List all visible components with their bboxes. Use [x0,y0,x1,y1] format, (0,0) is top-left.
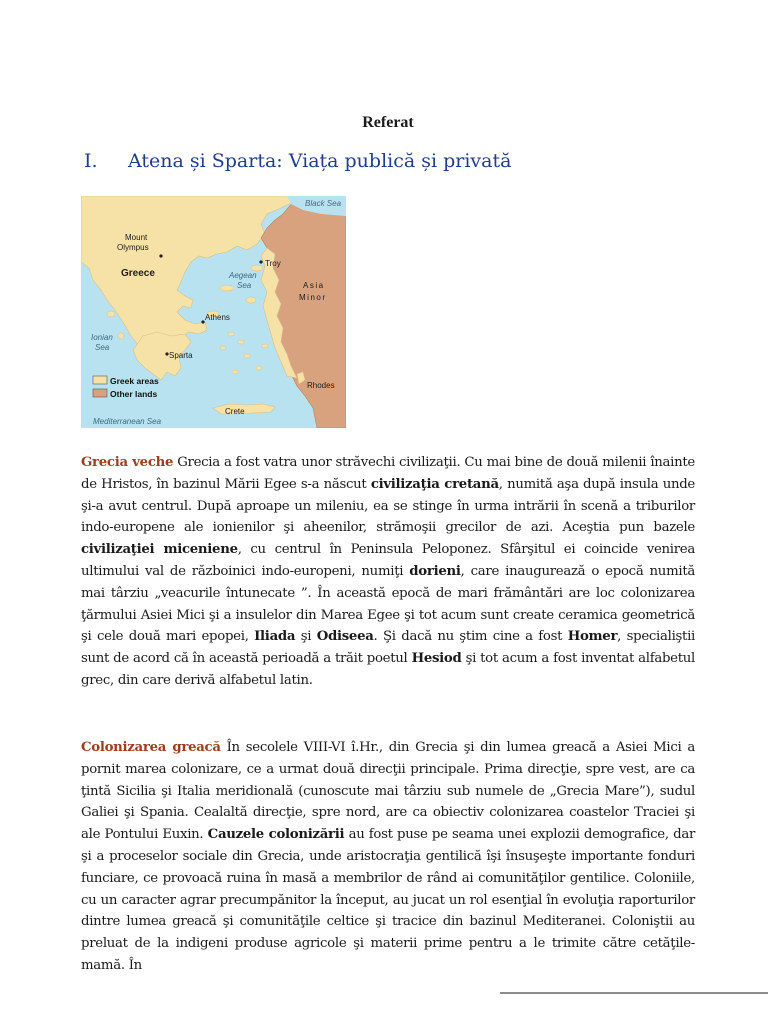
legend-label-greek: Greek areas [110,376,159,386]
section-number: I. [84,150,98,172]
paragraph-text: Grecia a fost vatra unor străvechi civilizaţii. Cu mai bine de două milenii înainte de Hristos, în bazinul Mării Egee s-a născut [81,455,695,492]
bold-term: Odiseea [316,629,374,645]
bold-term: civilizaţia cretană [370,476,499,492]
legend-swatch-greek [93,376,107,384]
map-label-aegean-2: Sea [237,281,252,290]
map-label-troy: Troy [265,259,281,268]
section-heading [84,150,511,172]
paragraph-text: În secolele VIII-VI î.Hr., din Grecia şi din lumea greacă a Asiei Mici a pornit marea colonizare, ce a urmat două direcţii principale. Prima direcţie, spre vest, are ca ţintă Sicilia şi Italia meridională (cunoscute mai târziu sub numele de „Grecia Mare”), sudul Galiei şi Spania. Cealaltă direcţie, spre nord, are ca obiectiv colonizarea coastelor Traciei şi ale Pontului Euxin. [81,740,695,843]
legend-swatch-other [93,389,107,397]
map-label-sparta: Sparta [169,351,193,360]
map-label-black-sea: Black Sea [305,199,342,208]
bold-term: Homer [567,629,618,645]
paragraph-text: şi tot acum a fost inventat alfabetul grec, din care derivă alfabetul latin. [81,651,695,688]
paragraph-lead-term: Grecia veche [81,455,174,470]
bold-term: civilizaţiei miceniene [81,542,238,558]
document-title: Referat [362,114,414,131]
paragraph-lead-term: Colonizarea greacă [81,740,221,755]
paragraph-colonizarea-greaca [81,737,695,977]
map-label-ionian-2: Sea [95,343,110,352]
legend-label-other: Other lands [110,389,158,399]
map-label-mount-1: Mount [125,233,148,242]
paragraph-grecia-veche [81,452,695,692]
paragraph-text: , specialiştii sunt de acord că în această perioadă a trăit poetul [81,629,695,667]
bold-term: dorieni [409,563,461,579]
paragraph-text: şi [295,629,317,645]
map-label-aegean-1: Aegean [229,271,257,280]
bold-term: Iliada [254,629,296,645]
map-label-mediterranean: Mediterranean Sea [93,417,162,426]
paragraph-text: , numită aşa după insula unde şi-a avut centrul. După aproape un mileniu, ea se stinge în urma intrării în scenă a triburilor indo-europene ale ionienilor şi aheenilor, strămoşii grecilor de azi. Aceştia pun bazele [81,476,695,536]
map-label-mount-2: Olympus [117,243,149,252]
bold-term: Hesiod [411,651,462,667]
map-label-asia-2: Minor [299,293,327,302]
map-label-rhodes: Rhodes [307,381,335,390]
paragraph-text: , care inaugurează o epocă numită mai târziu „veacurile întunecate ”. În această epocă de mari frământări are loc colonizarea ţărmului Asiei Mici şi a insulelor din Marea Egee şi tot acum sunt create ceramica geometrică şi cele două mari epopei, [81,563,695,645]
map-label-greece: Greece [121,268,155,279]
section-heading-text: Atena și Sparta: Viața publică și privată [128,150,512,172]
map-label-crete: Crete [225,407,245,416]
paragraph-text: . Şi dacă nu ştim cine a fost [373,629,568,645]
footnote-separator [500,992,768,994]
map-label-asia-1: Asia [303,281,325,290]
map-greece [81,196,346,428]
paragraph-text: , cu centrul în Peninsula Peloponez. Sfârşitul ei coincide venirea ultimului val de războinici indo-europeni, numiţi [81,542,695,579]
map-label-athens: Athens [205,313,230,322]
bold-term: Cauzele colonizării [207,827,345,843]
map-label-ionian-1: Ionian [91,333,113,342]
paragraph-text: au fost puse pe seama unei explozii demografice, dar şi a proceselor sociale din Grecia, unde aristocraţia gentilică îşi însuşeşte importante fonduri funciare, ce provoacă ruina în masă a membrilor de rând ai comunităţilor gentilice. Coloniile, cu un caracter agrar precumpănitor la început, au jucat un rol esenţial în evoluţia raporturilor dintre lumea greacă şi comunităţile celtice şi tracice din bazinul Mediteranei. Coloniştii au preluat de la indigeni produse agricole şi materii prime pentru a le trimite către cetăţile-mamă. În [81,827,696,973]
